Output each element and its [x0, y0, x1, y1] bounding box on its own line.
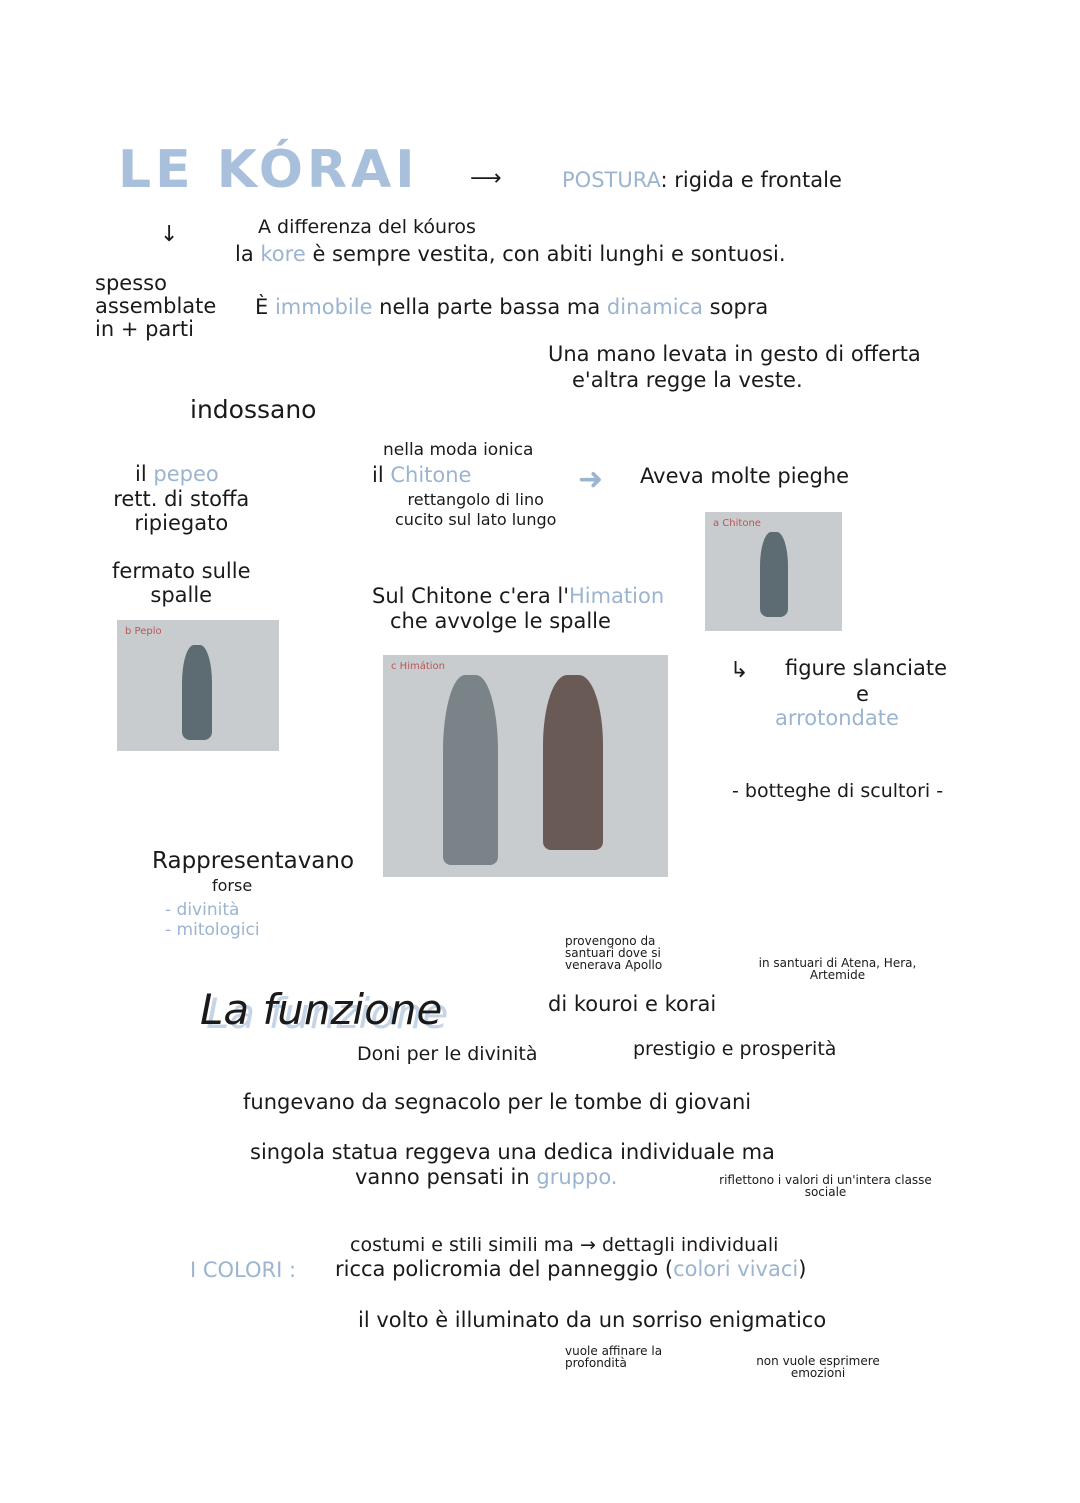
text: sopra: [709, 295, 769, 319]
himation-desc: che avvolge le spalle: [390, 609, 611, 633]
page-title: LE KÓRAI: [118, 140, 419, 200]
colori-vivaci: colori vivaci: [673, 1257, 799, 1281]
text: la: [235, 242, 254, 266]
emozioni-note: non vuole esprimere emozioni: [756, 1354, 880, 1380]
note-apollo: provengono da santuari dove si venerava Apollo: [565, 934, 663, 972]
mano-line1: Una mano levata in gesto di offerta: [548, 342, 921, 366]
kore-word: kore: [260, 242, 306, 266]
chitone-image: a Chitone: [705, 512, 842, 631]
mano-line2: e'altra regge la veste.: [572, 368, 803, 392]
text: e korai: [644, 992, 717, 1016]
peplo-word: pepeo: [153, 462, 219, 486]
figure-text: figure slanciate: [785, 656, 947, 680]
arrow-right-icon: ⟶: [470, 166, 502, 191]
text: Sul Chitone c'era l': [372, 584, 569, 608]
profondita-note: vuole affinare la profondità: [565, 1344, 663, 1370]
immobile-word: immobile: [274, 295, 373, 319]
forse: forse: [212, 876, 253, 895]
himation-word: Himation: [568, 584, 665, 608]
postura-label: POSTURA: [562, 168, 661, 192]
indossano: indossano: [190, 395, 317, 424]
prestigio: prestigio e prosperità: [633, 1038, 837, 1060]
text: di: [548, 992, 568, 1016]
costumi: costumi e stili simili ma → dettagli individuali: [350, 1234, 779, 1256]
arrow-down-icon: ↓: [160, 222, 179, 247]
pieghe: Aveva molte pieghe: [640, 464, 850, 488]
gruppo-word: gruppo.: [536, 1165, 618, 1189]
chitone-word: Chitone: [390, 463, 472, 487]
moda-ionica: nella moda ionica: [383, 440, 534, 460]
text: È: [255, 295, 269, 319]
singola-line1: singola statua reggeva una dedica individuale ma: [250, 1140, 775, 1164]
arrotondate: arrotondate: [775, 706, 899, 730]
note-atena: in santuari di Atena, Hera, Artemide: [758, 956, 917, 982]
text: è sempre vestita, con abiti lunghi e sontuosi.: [312, 242, 786, 266]
text: il: [372, 463, 384, 487]
text: il: [135, 462, 147, 486]
text: ricca policromia del panneggio (: [335, 1257, 674, 1281]
peplo-desc: rett. di stoffa ripiegato fermato sulle spalle: [112, 487, 251, 607]
mitologici: - mitologici: [165, 920, 260, 940]
text: nella parte bassa ma: [379, 295, 601, 319]
curved-arrow-icon: ↳: [730, 658, 749, 683]
dinamica-word: dinamica: [606, 295, 703, 319]
himation-image: c Himátion: [383, 655, 668, 877]
botteghe: - botteghe di scultori -: [732, 780, 944, 802]
arrow-right-icon: ➜: [578, 462, 604, 497]
diff-line: A differenza del kóuros: [258, 216, 476, 238]
colori-label: I COLORI :: [190, 1258, 297, 1282]
text: kouroi: [573, 992, 639, 1016]
chitone-desc: rettangolo di lino cucito sul lato lungo: [395, 490, 557, 529]
riflettono-note: riflettono i valori di un'intera classe sociale: [719, 1173, 932, 1199]
text: vanno pensati in: [355, 1165, 530, 1189]
funzione-heading: La funzione: [200, 985, 443, 1034]
postura-text: : rigida e frontale: [660, 168, 842, 192]
rappresentavano: Rappresentavano: [152, 848, 355, 874]
divinita: - divinità: [165, 900, 240, 920]
text: ): [798, 1257, 807, 1281]
figure-e: e: [856, 682, 869, 706]
peplo-image: b Peplo: [117, 620, 279, 751]
spesso-note: spesso assemblate in + parti: [95, 271, 217, 341]
segnacolo: fungevano da segnacolo per le tombe di giovani: [243, 1090, 752, 1114]
volto: il volto è illuminato da un sorriso enigmatico: [358, 1308, 827, 1332]
doni: Doni per le divinità: [357, 1043, 538, 1065]
